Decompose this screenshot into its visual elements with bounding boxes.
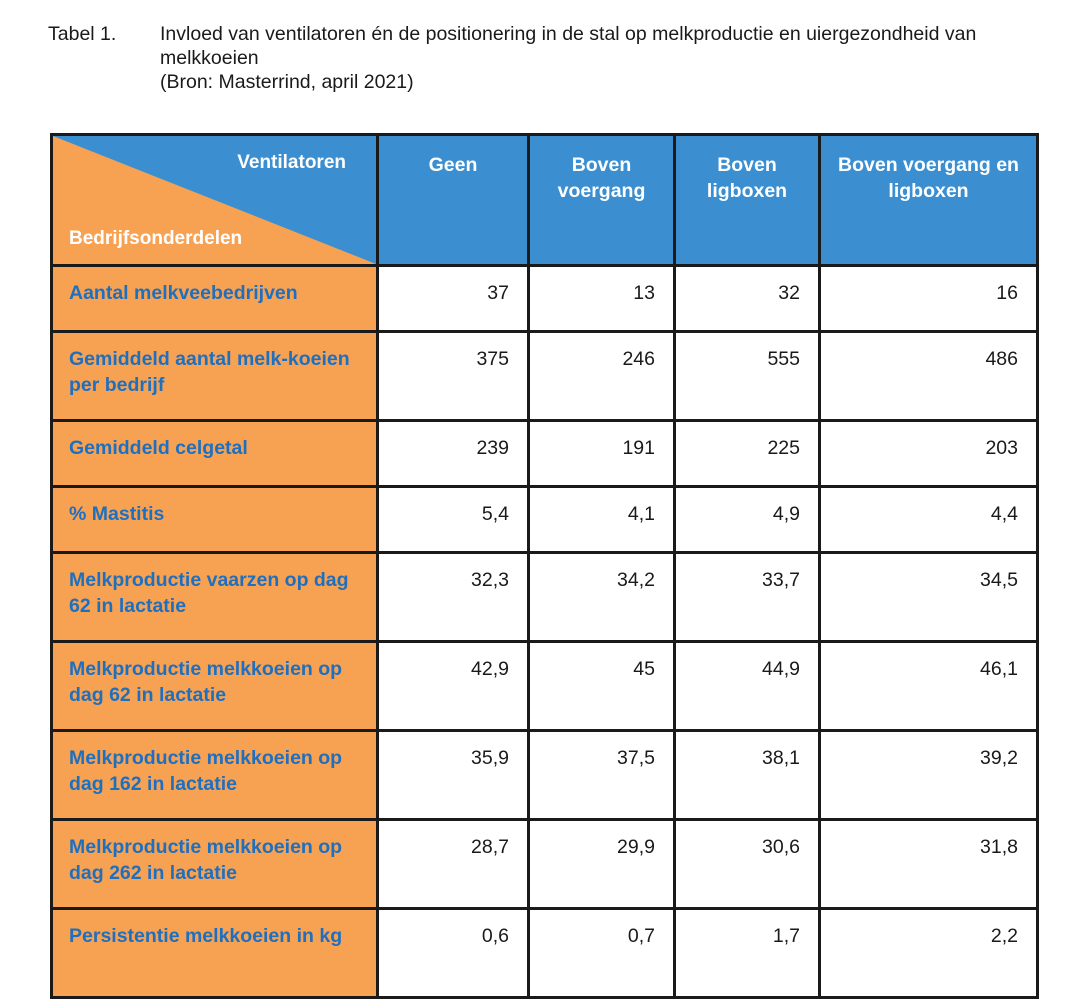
table-cell: 0,6 [378,909,529,998]
row-label: Gemiddeld celgetal [52,421,378,487]
table-cell: 375 [378,332,529,421]
row-label: Melkproductie melkkoeien op dag 62 in lactatie [52,642,378,731]
table-cell: 555 [675,332,820,421]
column-header-geen: Geen [378,135,529,266]
corner-top-label: Ventilatoren [237,152,346,173]
table-cell: 32 [675,266,820,332]
table-cell: 31,8 [820,820,1038,909]
table-cell: 203 [820,421,1038,487]
table-cell: 4,1 [529,487,675,553]
corner-header [52,135,378,266]
table-cell: 2,2 [820,909,1038,998]
table-cell: 225 [675,421,820,487]
row-label: Melkproductie melkkoeien op dag 262 in lactatie [52,820,378,909]
table-cell: 4,4 [820,487,1038,553]
table-cell: 0,7 [529,909,675,998]
table-cell: 16 [820,266,1038,332]
table-cell: 30,6 [675,820,820,909]
table-cell: 37,5 [529,731,675,820]
row-label: Melkproductie vaarzen op dag 62 in lactatie [52,553,378,642]
table-cell: 191 [529,421,675,487]
table-cell: 34,2 [529,553,675,642]
table-cell: 4,9 [675,487,820,553]
table-cell: 29,9 [529,820,675,909]
column-header-boven-ligboxen: Boven ligboxen [675,135,820,266]
caption-title: Invloed van ventilatoren én de positionering in de stal op melkproductie en uiergezondheid van melkkoeien [160,23,977,69]
table-cell: 1,7 [675,909,820,998]
table-cell: 246 [529,332,675,421]
table-cell: 35,9 [378,731,529,820]
table-cell: 33,7 [675,553,820,642]
table-cell: 28,7 [378,820,529,909]
table-cell: 239 [378,421,529,487]
table-cell: 46,1 [820,642,1038,731]
table-row [52,332,1038,421]
row-label: Aantal melkveebedrijven [52,266,378,332]
corner-bottom-label: Bedrijfsonderdelen [69,228,243,249]
table-cell: 38,1 [675,731,820,820]
table-row [52,731,1038,820]
table-row [52,421,1038,487]
table-cell: 39,2 [820,731,1038,820]
table-row [52,909,1038,998]
caption-source: (Bron: Masterrind, april 2021) [160,71,414,93]
table-cell: 45 [529,642,675,731]
table-row [52,642,1038,731]
data-table [50,133,1039,999]
row-label: % Mastitis [52,487,378,553]
table-row [52,487,1038,553]
table-cell: 34,5 [820,553,1038,642]
table-cell: 486 [820,332,1038,421]
column-header-boven-voergang-en-ligboxen: Boven voergang en ligboxen [820,135,1038,266]
row-label: Melkproductie melkkoeien op dag 162 in lactatie [52,731,378,820]
table-row [52,266,1038,332]
column-header-boven-voergang: Boven voergang [529,135,675,266]
table-cell: 37 [378,266,529,332]
table-row [52,553,1038,642]
table-row [52,820,1038,909]
caption-text [160,22,1050,94]
table-cell: 13 [529,266,675,332]
table-cell: 32,3 [378,553,529,642]
table-cell: 5,4 [378,487,529,553]
row-label: Persistentie melkkoeien in kg [52,909,378,998]
caption-label: Tabel 1. [48,23,117,45]
table-cell: 44,9 [675,642,820,731]
row-label: Gemiddeld aantal melk-koeien per bedrijf [52,332,378,421]
table-cell: 42,9 [378,642,529,731]
